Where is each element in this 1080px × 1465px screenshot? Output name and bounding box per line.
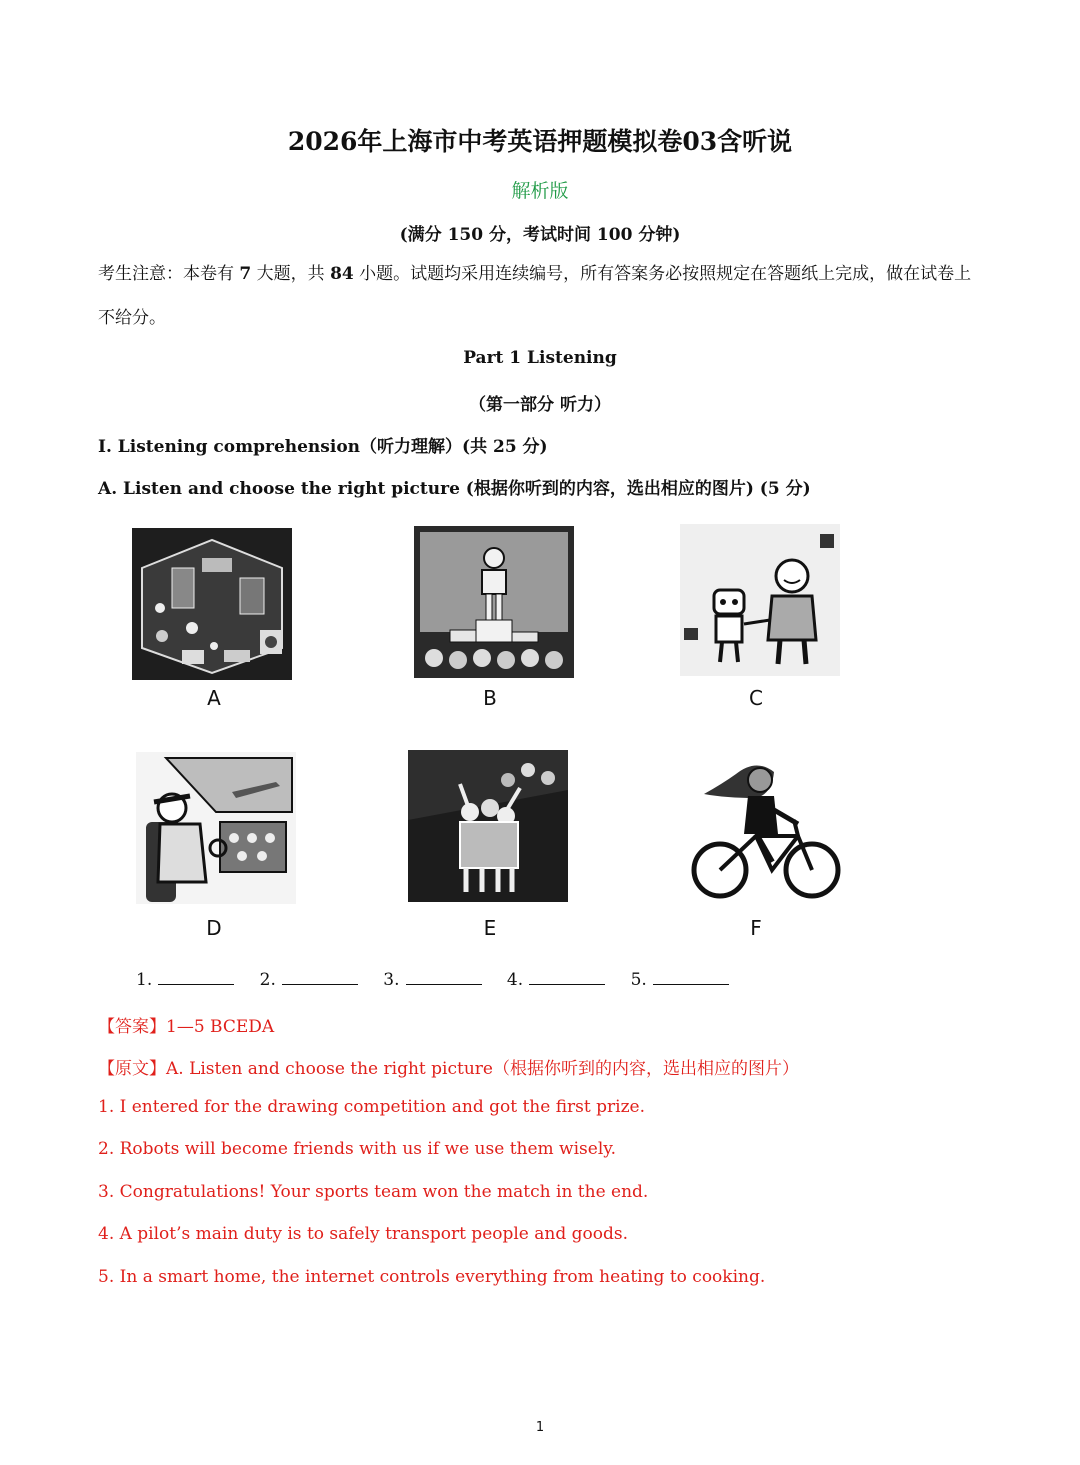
section-heading-listening: I. Listening comprehension（听力理解）(共 25 分) [98, 437, 548, 457]
picture-label-c: C [749, 686, 763, 710]
blank-item [507, 970, 605, 990]
picture-label-b: B [483, 686, 497, 710]
pilot-cockpit-picture [136, 752, 296, 904]
transcript-line-1: 1. I entered for the drawing competition and got the first prize. [98, 1097, 645, 1117]
answer-text: 1—5 BCEDA [166, 1017, 275, 1037]
blank-item [260, 970, 358, 990]
answer-tag: 【答案】 [98, 1017, 166, 1037]
transcript-line-3: 3. Congratulations! Your sports team won the match in the end. [98, 1182, 649, 1202]
notice-prefix: 考生注意：本卷有 [98, 264, 240, 284]
transcript-line-4: 4. A pilot’s main duty is to safely transport people and goods. [98, 1224, 629, 1244]
score-info: (满分 150 分，考试时间 100 分钟) [399, 225, 681, 245]
exam-notice [98, 252, 988, 340]
notice-section-count: 7 [239, 264, 252, 284]
blank-line[interactable] [158, 970, 234, 985]
picture-label-e: E [483, 916, 497, 940]
picture-label-f: F [750, 916, 762, 940]
team-celebration-picture [408, 750, 568, 902]
blank-number: 4. [506, 970, 524, 990]
blank-number: 3. [383, 970, 400, 990]
transcript-title: A. Listen and choose the right picture（根据你听到的内容，选出相应的图片） [166, 1059, 799, 1079]
robot-and-boy-picture [680, 524, 840, 676]
page-title: 2026年上海市中考英语押题模拟卷03含听说 [287, 127, 793, 156]
smart-home-picture [132, 528, 292, 680]
notice-suffix: 小题。试题均采用连续编号，所有答案务必按照规定在答题纸上完成，做在试卷上不给分。 [98, 264, 972, 328]
girl-cycling-picture [686, 754, 846, 906]
picture-label-d: D [206, 916, 222, 940]
page-subtitle: 解析版 [511, 180, 569, 202]
transcript-heading [98, 1054, 799, 1079]
part-heading-cn: （第一部分 听力） [469, 395, 611, 415]
notice-question-count: 84 [330, 264, 354, 284]
blank-number: 1. [136, 970, 153, 990]
transcript-tag: 【原文】 [98, 1059, 166, 1079]
blank-line[interactable] [653, 970, 729, 985]
blank-item [136, 970, 234, 990]
blank-line[interactable] [529, 970, 605, 985]
transcript-line-5: 5. In a smart home, the internet controls everything from heating to cooking. [98, 1267, 766, 1287]
blank-line[interactable] [406, 970, 482, 985]
award-podium-picture [414, 526, 574, 678]
answer-blanks [136, 970, 749, 990]
transcript-line-2: 2. Robots will become friends with us if we use them wisely. [98, 1139, 617, 1159]
blank-item [631, 970, 729, 990]
part-heading: Part 1 Listening [463, 348, 617, 368]
blank-number: 2. [259, 970, 276, 990]
section-heading-pictures: A. Listen and choose the right picture (根据你听到的内容，选出相应的图片) (5 分) [98, 479, 811, 499]
picture-label-a: A [207, 686, 221, 710]
blank-line[interactable] [282, 970, 358, 985]
page-number: 1 [535, 1420, 545, 1435]
notice-middle: 大题，共 [251, 264, 331, 284]
blank-number: 5. [630, 970, 647, 990]
blank-item [383, 970, 481, 990]
answer-line [98, 1012, 274, 1037]
